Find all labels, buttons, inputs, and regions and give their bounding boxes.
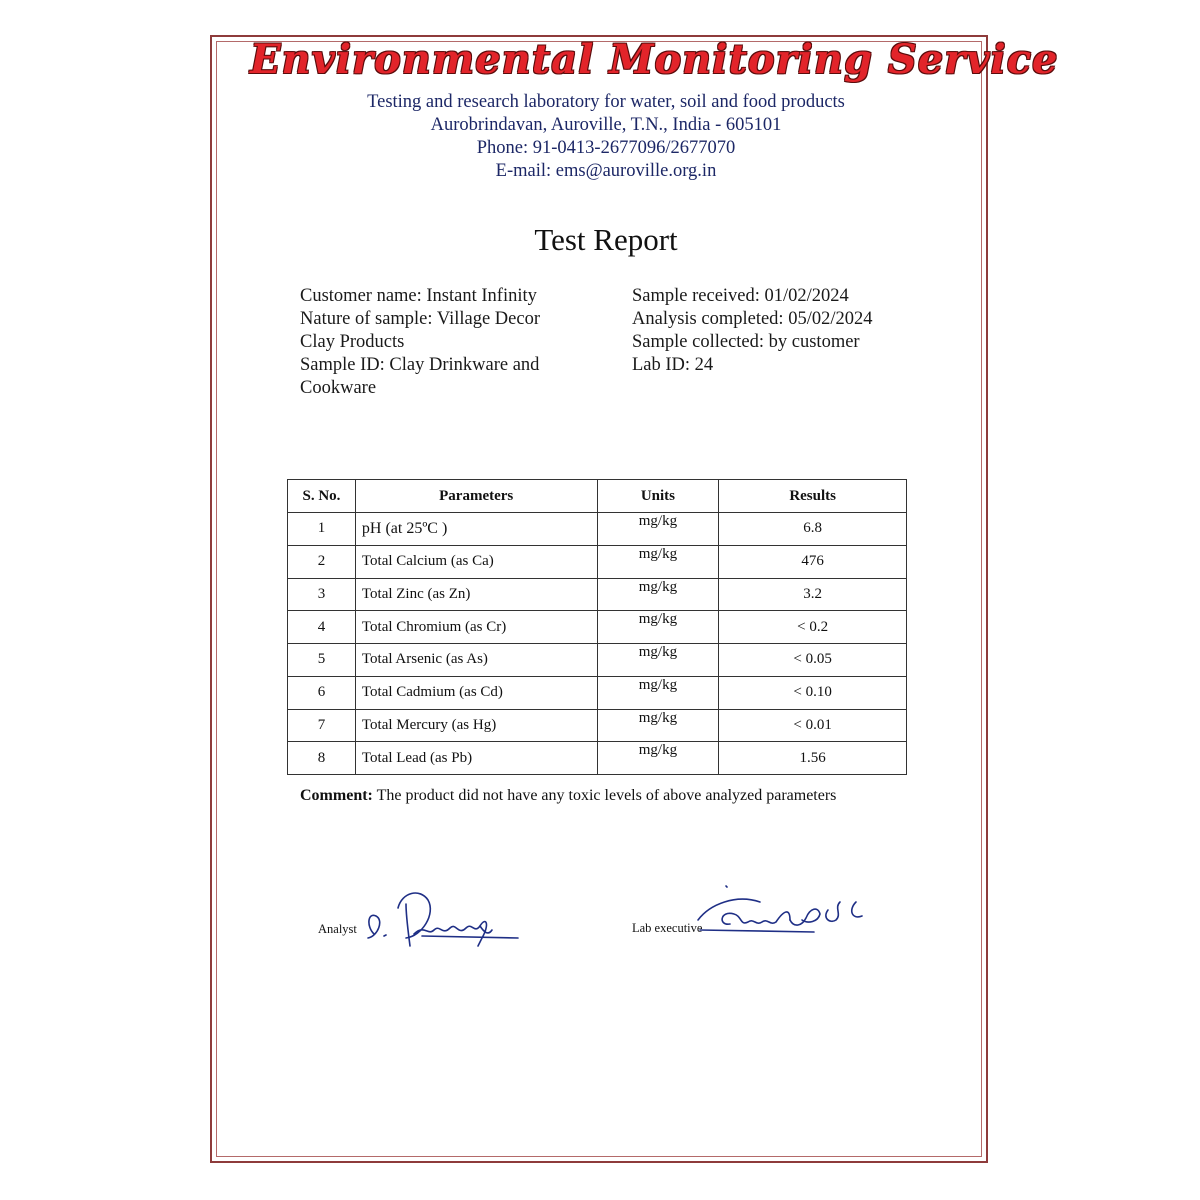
cell-sno: 4	[288, 611, 356, 644]
sample-nature-cont: Clay Products	[300, 332, 405, 352]
lab-description: Testing and research laboratory for water, soil and food products	[367, 92, 845, 112]
cell-unit: mg/kg	[597, 709, 719, 742]
cell-sno: 5	[288, 644, 356, 677]
sample-details-left	[300, 285, 540, 400]
cell-result: 3.2	[719, 578, 907, 611]
lab-address: Aurobrindavan, Auroville, T.N., India - 605101	[430, 115, 782, 135]
cell-unit: mg/kg	[597, 644, 719, 677]
cell-parameter: Total Zinc (as Zn)	[355, 578, 597, 611]
table-row	[288, 676, 907, 709]
header-parameters: Parameters	[355, 480, 597, 513]
cell-unit: mg/kg	[597, 742, 719, 775]
sample-id: Sample ID: Clay Drinkware and	[300, 355, 540, 375]
cell-parameter: pH (at 25ºC )	[355, 513, 597, 546]
lab-executive-label: Lab executive	[632, 921, 703, 935]
analyst-signature	[362, 886, 527, 950]
lab-email: E-mail: ems@auroville.org.in	[495, 161, 717, 181]
lab-executive-signature	[690, 880, 870, 940]
header-sno: S. No.	[288, 480, 356, 513]
cell-parameter: Total Chromium (as Cr)	[355, 611, 597, 644]
comment-label: Comment:	[300, 787, 373, 804]
sample-details-right	[632, 285, 872, 377]
table-row	[288, 545, 907, 578]
sample-nature: Nature of sample: Village Decor	[300, 309, 540, 329]
cell-parameter: Total Arsenic (as As)	[355, 644, 597, 677]
analyst-label: Analyst	[318, 922, 357, 936]
cell-result: < 0.05	[719, 644, 907, 677]
sample-id-cont: Cookware	[300, 378, 377, 398]
analysis-completed: Analysis completed: 05/02/2024	[632, 309, 873, 329]
table-header-row	[288, 480, 907, 513]
comment-text: The product did not have any toxic levels of above analyzed parameters	[372, 787, 837, 804]
customer-name: Customer name: Instant Infinity	[300, 286, 537, 306]
header-results: Results	[719, 480, 907, 513]
cell-parameter: Total Lead (as Pb)	[355, 742, 597, 775]
lab-id: Lab ID: 24	[632, 355, 714, 375]
cell-result: < 0.2	[719, 611, 907, 644]
cell-sno: 3	[288, 578, 356, 611]
cell-result: 476	[719, 545, 907, 578]
cell-sno: 7	[288, 709, 356, 742]
header-units: Units	[597, 480, 719, 513]
table-row	[288, 709, 907, 742]
results-table	[287, 479, 907, 775]
cell-sno: 6	[288, 676, 356, 709]
cell-result: < 0.01	[719, 709, 907, 742]
table-row	[288, 578, 907, 611]
report-comment	[300, 787, 836, 805]
sample-received: Sample received: 01/02/2024	[632, 286, 849, 306]
lab-phone: Phone: 91-0413-2677096/2677070	[476, 138, 736, 158]
table-row	[288, 611, 907, 644]
cell-unit: mg/kg	[597, 513, 719, 546]
cell-sno: 2	[288, 545, 356, 578]
lab-logo: Environmental Monitoring Service	[250, 36, 1059, 83]
cell-unit: mg/kg	[597, 676, 719, 709]
table-row	[288, 513, 907, 546]
cell-unit: mg/kg	[597, 611, 719, 644]
cell-result: 6.8	[719, 513, 907, 546]
cell-parameter: Total Calcium (as Ca)	[355, 545, 597, 578]
cell-parameter: Total Cadmium (as Cd)	[355, 676, 597, 709]
cell-sno: 8	[288, 742, 356, 775]
cell-parameter: Total Mercury (as Hg)	[355, 709, 597, 742]
cell-result: < 0.10	[719, 676, 907, 709]
cell-unit: mg/kg	[597, 545, 719, 578]
table-row	[288, 644, 907, 677]
cell-unit: mg/kg	[597, 578, 719, 611]
cell-sno: 1	[288, 513, 356, 546]
sample-collected: Sample collected: by customer	[632, 332, 860, 352]
cell-result: 1.56	[719, 742, 907, 775]
table-row	[288, 742, 907, 775]
report-title: Test Report	[534, 222, 678, 257]
